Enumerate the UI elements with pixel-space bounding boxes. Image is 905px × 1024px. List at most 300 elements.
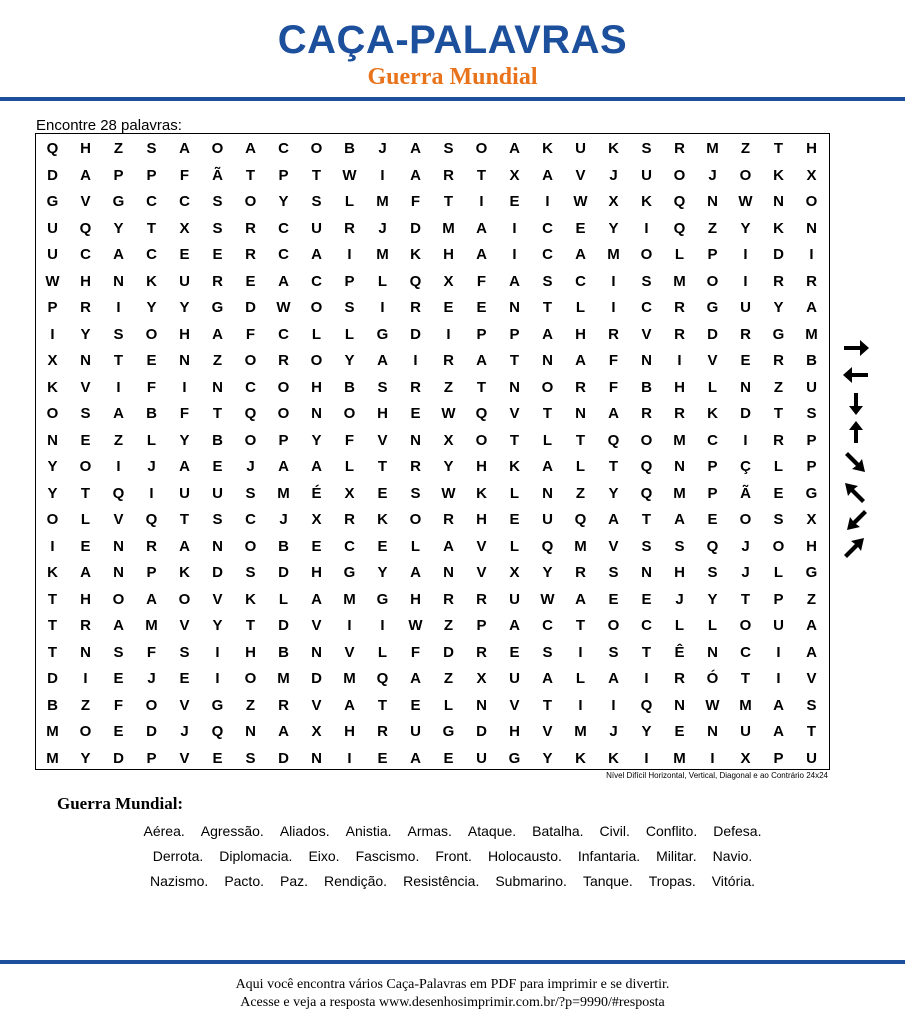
grid-letter[interactable]: R [80,299,91,316]
grid-letter[interactable]: F [245,325,256,343]
grid-letter[interactable]: S [674,537,685,555]
grid-letter[interactable]: D [443,643,454,661]
grid-letter[interactable]: L [773,458,784,475]
grid-letter[interactable]: U [740,723,751,740]
grid-letter[interactable]: W [573,193,588,210]
grid-letter[interactable]: Q [640,484,653,502]
grid-letter[interactable]: I [50,325,55,343]
grid-letter[interactable]: I [512,246,517,263]
grid-letter[interactable]: R [674,325,685,343]
grid-letter[interactable]: X [47,352,58,369]
grid-letter[interactable]: S [146,140,157,157]
grid-letter[interactable]: Z [443,617,454,634]
grid-letter[interactable]: M [673,272,686,290]
grid-letter[interactable]: V [179,749,190,767]
grid-letter[interactable]: P [509,325,520,343]
grid-letter[interactable]: I [512,219,517,237]
grid-letter[interactable]: M [574,723,587,740]
grid-letter[interactable]: K [773,219,784,237]
grid-letter[interactable]: Q [541,537,554,555]
grid-letter[interactable]: A [773,723,784,740]
grid-letter[interactable]: A [608,511,619,528]
grid-letter[interactable]: A [542,458,553,475]
grid-letter[interactable]: B [47,696,58,714]
grid-letter[interactable]: J [180,723,189,740]
grid-letter[interactable]: W [45,272,60,290]
grid-letter[interactable]: V [509,405,520,422]
grid-letter[interactable]: E [146,352,157,369]
grid-letter[interactable]: C [245,511,256,528]
grid-letter[interactable]: U [806,378,817,396]
grid-letter[interactable]: V [542,723,553,740]
grid-letter[interactable]: L [707,617,718,634]
grid-letter[interactable]: P [146,564,157,581]
grid-letter[interactable]: P [773,590,784,608]
grid-letter[interactable]: B [146,405,157,422]
grid-letter[interactable]: E [179,670,190,687]
grid-letter[interactable]: N [113,564,124,581]
grid-letter[interactable]: M [46,749,59,767]
grid-letter[interactable]: X [608,193,619,210]
grid-letter[interactable]: H [476,458,487,475]
grid-letter[interactable]: L [410,537,421,555]
grid-letter[interactable]: A [80,564,91,581]
grid-letter[interactable]: H [443,246,454,263]
grid-letter[interactable]: G [508,749,521,767]
grid-letter[interactable]: Q [640,458,653,475]
grid-letter[interactable]: C [80,246,91,263]
grid-letter[interactable]: N [410,431,421,449]
grid-letter[interactable]: T [377,696,388,714]
grid-letter[interactable]: A [113,246,124,263]
grid-letter[interactable]: C [344,537,355,555]
grid-letter[interactable]: O [607,617,620,634]
grid-letter[interactable]: I [50,537,55,555]
grid-letter[interactable]: S [344,299,355,316]
grid-letter[interactable]: L [344,325,355,343]
grid-letter[interactable]: H [674,378,685,396]
grid-letter[interactable]: F [344,431,355,449]
grid-letter[interactable]: P [476,617,487,634]
grid-letter[interactable]: C [179,193,190,210]
grid-letter[interactable]: C [278,325,289,343]
grid-letter[interactable]: T [47,617,58,634]
grid-letter[interactable]: T [245,617,256,634]
grid-letter[interactable]: T [47,590,58,608]
grid-letter[interactable]: Q [46,140,59,157]
grid-letter[interactable]: N [212,378,223,396]
grid-letter[interactable]: Y [179,431,190,449]
grid-letter[interactable]: U [509,590,520,608]
grid-letter[interactable]: N [179,352,190,369]
grid-letter[interactable]: E [212,749,223,767]
grid-letter[interactable]: N [47,431,58,449]
grid-letter[interactable]: L [575,458,586,475]
grid-letter[interactable]: E [113,670,124,687]
grid-letter[interactable]: T [575,431,586,449]
grid-letter[interactable]: A [806,643,817,661]
grid-letter[interactable]: N [707,643,718,661]
grid-letter[interactable]: J [741,537,750,555]
grid-letter[interactable]: S [608,643,619,661]
grid-letter[interactable]: X [179,219,190,237]
grid-letter[interactable]: T [641,511,652,528]
grid-letter[interactable]: N [212,537,223,555]
grid-letter[interactable]: G [376,325,389,343]
grid-letter[interactable]: É [311,484,322,502]
grid-letter[interactable]: E [377,537,388,555]
grid-letter[interactable]: P [707,484,718,502]
grid-letter[interactable]: Z [443,378,454,396]
grid-letter[interactable]: R [674,140,685,157]
grid-letter[interactable]: C [707,431,718,449]
grid-letter[interactable]: D [278,749,289,767]
grid-letter[interactable]: N [509,378,520,396]
grid-letter[interactable]: F [146,643,157,661]
grid-letter[interactable]: Y [344,352,355,369]
grid-letter[interactable]: A [113,617,124,634]
grid-letter[interactable]: N [443,564,454,581]
grid-letter[interactable]: L [344,193,355,210]
grid-letter[interactable]: S [113,643,124,661]
grid-letter[interactable]: I [644,219,649,237]
grid-letter[interactable]: Ã [740,484,751,502]
grid-letter[interactable]: X [344,484,355,502]
grid-letter[interactable]: Y [179,299,190,316]
grid-letter[interactable]: T [542,405,553,422]
grid-letter[interactable]: N [707,723,718,740]
grid-letter[interactable]: O [706,272,719,290]
grid-letter[interactable]: A [311,458,322,475]
grid-letter[interactable]: Y [443,458,454,475]
grid-letter[interactable]: M [574,537,587,555]
grid-letter[interactable]: A [608,670,619,687]
grid-letter[interactable]: A [575,246,586,263]
grid-letter[interactable]: V [311,617,322,634]
grid-letter[interactable]: I [611,696,616,714]
grid-letter[interactable]: W [540,590,555,608]
grid-letter[interactable]: C [146,193,157,210]
grid-letter[interactable]: N [509,299,520,316]
grid-letter[interactable]: U [641,166,652,184]
grid-letter[interactable]: A [542,325,553,343]
grid-letter[interactable]: A [575,352,586,369]
grid-letter[interactable]: E [443,749,454,767]
grid-letter[interactable]: M [706,140,719,157]
grid-letter[interactable]: E [80,537,91,555]
grid-letter[interactable]: O [244,431,257,449]
grid-letter[interactable]: U [179,272,190,290]
grid-letter[interactable]: F [146,378,157,396]
grid-letter[interactable]: E [113,723,124,740]
grid-letter[interactable]: S [377,378,388,396]
grid-letter[interactable]: Y [47,484,58,502]
grid-letter[interactable]: R [410,299,421,316]
grid-letter[interactable]: I [545,193,550,210]
grid-letter[interactable]: H [179,325,190,343]
grid-letter[interactable]: T [443,193,454,210]
grid-letter[interactable]: X [806,511,817,528]
grid-letter[interactable]: N [311,749,322,767]
grid-letter[interactable]: M [145,617,158,634]
grid-letter[interactable]: Y [542,749,553,767]
grid-letter[interactable]: L [575,299,586,316]
grid-letter[interactable]: C [245,378,256,396]
grid-letter[interactable]: I [776,670,781,687]
grid-letter[interactable]: T [146,219,157,237]
grid-letter[interactable]: Y [278,193,289,210]
grid-letter[interactable]: J [741,564,750,581]
grid-letter[interactable]: J [378,140,387,157]
grid-letter[interactable]: A [575,590,586,608]
grid-letter[interactable]: S [542,272,553,290]
grid-letter[interactable]: R [476,590,487,608]
grid-letter[interactable]: M [673,431,686,449]
grid-letter[interactable]: J [147,670,156,687]
grid-letter[interactable]: T [179,511,190,528]
grid-letter[interactable]: P [146,749,157,767]
grid-letter[interactable]: R [212,272,223,290]
grid-letter[interactable]: I [116,299,121,316]
grid-letter[interactable]: O [277,378,290,396]
grid-letter[interactable]: O [739,166,752,184]
grid-letter[interactable]: I [347,246,352,263]
grid-letter[interactable]: C [740,643,751,661]
grid-letter[interactable]: Ç [740,458,751,475]
grid-letter[interactable]: M [739,696,752,714]
grid-letter[interactable]: P [47,299,58,316]
grid-letter[interactable]: N [311,643,322,661]
grid-letter[interactable]: F [608,352,619,369]
grid-letter[interactable]: X [509,564,520,581]
grid-letter[interactable]: M [343,590,356,608]
grid-letter[interactable]: N [740,378,751,396]
grid-letter[interactable]: C [542,246,553,263]
grid-letter[interactable]: O [805,193,818,210]
grid-letter[interactable]: B [806,352,817,369]
grid-letter[interactable]: T [740,590,751,608]
grid-letter[interactable]: E [476,299,487,316]
grid-letter[interactable]: A [146,590,157,608]
grid-letter[interactable]: U [509,670,520,687]
grid-letter[interactable]: H [806,537,817,555]
grid-letter[interactable]: A [410,564,421,581]
grid-letter[interactable]: R [443,352,454,369]
grid-letter[interactable]: I [380,166,385,184]
grid-letter[interactable]: A [476,246,487,263]
grid-letter[interactable]: V [344,643,355,661]
grid-letter[interactable]: R [344,511,355,528]
grid-letter[interactable]: F [410,193,421,210]
grid-letter[interactable]: O [310,299,323,316]
grid-letter[interactable]: L [773,564,784,581]
grid-letter[interactable]: N [806,219,817,237]
grid-letter[interactable]: C [278,140,289,157]
grid-letter[interactable]: Y [542,564,553,581]
grid-letter[interactable]: I [380,617,385,634]
grid-letter[interactable]: R [674,299,685,316]
grid-letter[interactable]: T [377,458,388,475]
grid-letter[interactable]: H [575,325,586,343]
grid-letter[interactable]: Y [608,219,619,237]
grid-letter[interactable]: S [641,140,652,157]
grid-letter[interactable]: H [80,140,91,157]
grid-letter[interactable]: Q [673,193,686,210]
grid-letter[interactable]: I [809,246,814,263]
grid-letter[interactable]: O [739,617,752,634]
grid-letter[interactable]: A [509,617,520,634]
grid-letter[interactable]: Q [475,405,488,422]
grid-letter[interactable]: Y [146,299,157,316]
grid-letter[interactable]: Q [574,511,587,528]
grid-letter[interactable]: E [212,458,223,475]
grid-letter[interactable]: A [806,617,817,634]
grid-letter[interactable]: O [145,325,158,343]
grid-letter[interactable]: R [740,325,751,343]
grid-letter[interactable]: Z [212,352,223,369]
grid-letter[interactable]: V [179,696,190,714]
grid-letter[interactable]: P [476,325,487,343]
grid-letter[interactable]: S [179,643,190,661]
grid-letter[interactable]: K [707,405,718,422]
grid-letter[interactable]: U [773,617,784,634]
grid-letter[interactable]: A [311,590,322,608]
grid-letter[interactable]: O [772,537,785,555]
grid-letter[interactable]: X [443,272,454,290]
grid-letter[interactable]: G [805,484,818,502]
grid-letter[interactable]: H [344,723,355,740]
grid-letter[interactable]: A [179,458,190,475]
grid-letter[interactable]: M [442,219,455,237]
grid-letter[interactable]: K [509,458,520,475]
grid-letter[interactable]: I [578,643,583,661]
grid-letter[interactable]: O [409,511,422,528]
grid-letter[interactable]: Y [641,723,652,740]
grid-letter[interactable]: L [278,590,289,608]
grid-letter[interactable]: K [245,590,256,608]
grid-letter[interactable]: K [575,749,586,767]
grid-letter[interactable]: H [311,378,322,396]
grid-letter[interactable]: R [674,670,685,687]
grid-letter[interactable]: R [245,219,256,237]
grid-letter[interactable]: Q [112,484,125,502]
grid-letter[interactable]: M [673,749,686,767]
grid-letter[interactable]: A [773,696,784,714]
grid-letter[interactable]: B [278,643,289,661]
grid-letter[interactable]: Q [706,537,719,555]
grid-letter[interactable]: S [608,564,619,581]
grid-letter[interactable]: I [644,749,649,767]
grid-letter[interactable]: P [707,458,718,475]
grid-letter[interactable]: U [476,749,487,767]
grid-letter[interactable]: W [342,166,357,184]
grid-letter[interactable]: P [278,166,289,184]
grid-letter[interactable]: I [380,299,385,316]
grid-letter[interactable]: G [376,590,389,608]
grid-letter[interactable]: R [773,431,784,449]
grid-letter[interactable]: M [343,670,356,687]
grid-letter[interactable]: K [47,378,58,396]
grid-letter[interactable]: R [443,166,454,184]
grid-letter[interactable]: H [377,405,388,422]
grid-letter[interactable]: K [608,140,619,157]
grid-letter[interactable]: D [410,325,421,343]
grid-letter[interactable]: M [376,246,389,263]
grid-letter[interactable]: A [245,140,256,157]
grid-letter[interactable]: O [46,511,59,528]
grid-letter[interactable]: J [708,166,717,184]
grid-letter[interactable]: S [641,272,652,290]
grid-letter[interactable]: L [377,643,388,661]
grid-letter[interactable]: E [179,246,190,263]
grid-letter[interactable]: H [80,590,91,608]
grid-letter[interactable]: O [475,431,488,449]
grid-letter[interactable]: D [476,723,487,740]
grid-letter[interactable]: Z [806,590,817,608]
grid-letter[interactable]: N [707,193,718,210]
grid-letter[interactable]: W [441,405,456,422]
grid-letter[interactable]: R [674,405,685,422]
grid-letter[interactable]: T [773,405,784,422]
grid-letter[interactable]: Y [80,325,91,343]
grid-letter[interactable]: K [773,166,784,184]
grid-letter[interactable]: L [146,431,157,449]
grid-letter[interactable]: V [377,431,388,449]
grid-letter[interactable]: S [311,193,322,210]
grid-letter[interactable]: I [578,696,583,714]
grid-letter[interactable]: I [215,643,220,661]
grid-letter[interactable]: W [441,484,456,502]
grid-letter[interactable]: M [673,484,686,502]
grid-letter[interactable]: I [83,670,88,687]
grid-letter[interactable]: M [46,723,59,740]
grid-letter[interactable]: V [80,193,91,210]
grid-letter[interactable]: Ã [212,166,223,184]
grid-letter[interactable]: U [542,511,553,528]
grid-letter[interactable]: Z [740,140,751,157]
grid-letter[interactable]: S [245,484,256,502]
grid-letter[interactable]: I [776,643,781,661]
grid-letter[interactable]: S [707,564,718,581]
grid-letter[interactable]: I [347,749,352,767]
grid-letter[interactable]: Q [673,219,686,237]
grid-letter[interactable]: N [575,405,586,422]
grid-letter[interactable]: X [443,431,454,449]
grid-letter[interactable]: I [413,352,418,369]
grid-letter[interactable]: M [376,193,389,210]
grid-letter[interactable]: A [542,166,553,184]
grid-letter[interactable]: U [740,299,751,316]
grid-letter[interactable]: W [738,193,753,210]
grid-letter[interactable]: I [677,352,682,369]
grid-letter[interactable]: T [47,643,58,661]
grid-letter[interactable]: E [311,537,322,555]
grid-letter[interactable]: S [212,193,223,210]
grid-letter[interactable]: R [608,325,619,343]
grid-letter[interactable]: H [476,511,487,528]
grid-letter[interactable]: F [179,166,190,184]
grid-letter[interactable]: D [47,670,58,687]
grid-letter[interactable]: V [641,325,652,343]
grid-letter[interactable]: L [509,484,520,502]
grid-letter[interactable]: P [113,166,124,184]
grid-letter[interactable]: V [575,166,586,184]
grid-letter[interactable]: L [311,325,322,343]
grid-letter[interactable]: C [311,272,322,290]
grid-letter[interactable]: J [609,166,618,184]
grid-letter[interactable]: N [245,723,256,740]
grid-letter[interactable]: A [212,325,223,343]
